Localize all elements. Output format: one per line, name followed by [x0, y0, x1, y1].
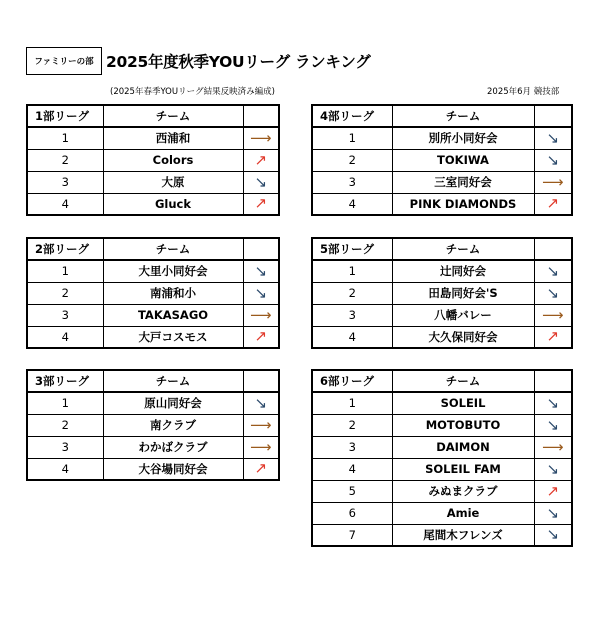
trend-cell	[243, 326, 279, 348]
trend-cell	[243, 149, 279, 171]
team-name-cell: 大谷場同好会	[103, 458, 243, 480]
arrow-down-right-icon: ↘	[546, 459, 560, 478]
rank-cell: 2	[27, 414, 103, 436]
trend-cell	[534, 282, 572, 304]
team-column-header: チーム	[103, 370, 243, 392]
league-label: 5部リーグ	[312, 238, 392, 260]
table-row	[27, 149, 279, 171]
team-name-cell: Gluck	[103, 193, 243, 215]
team-name-cell: 田島同好会'S	[392, 282, 534, 304]
table-header-row	[312, 238, 572, 260]
team-name-cell: 大里小同好会	[103, 260, 243, 282]
rank-cell: 1	[27, 392, 103, 414]
arrow-right-icon: ⟶	[541, 305, 564, 324]
trend-column-header	[534, 238, 572, 260]
table-row	[312, 414, 572, 436]
trend-cell	[243, 436, 279, 458]
team-name-cell: MOTOBUTO	[392, 414, 534, 436]
team-name-cell: わかばクラブ	[103, 436, 243, 458]
table-row	[27, 260, 279, 282]
arrow-down-right-icon: ↘	[546, 393, 560, 412]
table-row	[27, 282, 279, 304]
league-table-5	[311, 237, 573, 349]
rank-cell: 3	[312, 304, 392, 326]
table-row	[27, 171, 279, 193]
table-header-row	[27, 105, 279, 127]
arrow-up-right-icon: ↗	[546, 327, 560, 346]
arrow-down-right-icon: ↘	[546, 261, 560, 280]
rank-cell: 4	[27, 458, 103, 480]
trend-cell	[534, 502, 572, 524]
league-table-2	[26, 237, 280, 349]
rank-cell: 2	[312, 149, 392, 171]
table-row	[312, 304, 572, 326]
team-name-cell: TOKIWA	[392, 149, 534, 171]
team-column-header: チーム	[392, 238, 534, 260]
team-column-header: チーム	[103, 105, 243, 127]
team-column-header: チーム	[103, 238, 243, 260]
team-name-cell: 西浦和	[103, 127, 243, 149]
arrow-down-right-icon: ↘	[254, 261, 268, 280]
table-header-row	[312, 370, 572, 392]
rank-cell: 3	[312, 436, 392, 458]
arrow-down-right-icon: ↘	[254, 172, 268, 191]
trend-cell	[534, 149, 572, 171]
team-name-cell: 大原	[103, 171, 243, 193]
league-table-4	[311, 104, 573, 216]
table-row	[312, 502, 572, 524]
arrow-up-right-icon: ↗	[254, 150, 268, 169]
trend-column-header	[243, 105, 279, 127]
arrow-right-icon: ⟶	[541, 172, 564, 191]
rank-cell: 3	[27, 436, 103, 458]
arrow-up-right-icon: ↗	[254, 194, 268, 213]
table-row	[312, 282, 572, 304]
rank-cell: 4	[27, 193, 103, 215]
rank-cell: 7	[312, 524, 392, 546]
team-name-cell: 大戸コスモス	[103, 326, 243, 348]
trend-cell	[534, 127, 572, 149]
league-label: 2部リーグ	[27, 238, 103, 260]
arrow-down-right-icon: ↘	[254, 393, 268, 412]
arrow-down-right-icon: ↘	[546, 525, 560, 544]
league-table-1	[26, 104, 280, 216]
trend-cell	[243, 458, 279, 480]
team-column-header: チーム	[392, 105, 534, 127]
page-subtitle: (2025年春季YOUリーグ結果反映済み編成)	[110, 87, 275, 97]
arrow-down-right-icon: ↘	[546, 150, 560, 169]
league-label: 4部リーグ	[312, 105, 392, 127]
arrow-right-icon: ⟶	[541, 437, 564, 456]
arrow-down-right-icon: ↘	[546, 128, 560, 147]
rank-cell: 3	[27, 171, 103, 193]
rank-cell: 3	[27, 304, 103, 326]
arrow-right-icon: ⟶	[249, 415, 272, 434]
trend-cell	[534, 480, 572, 502]
rank-cell: 4	[312, 193, 392, 215]
league-label: 1部リーグ	[27, 105, 103, 127]
table-row	[27, 436, 279, 458]
trend-cell	[534, 436, 572, 458]
rank-cell: 2	[27, 149, 103, 171]
table-row	[312, 326, 572, 348]
trend-cell	[243, 127, 279, 149]
table-row	[312, 171, 572, 193]
team-name-cell: 八幡バレー	[392, 304, 534, 326]
arrow-down-right-icon: ↘	[546, 503, 560, 522]
league-table-3	[26, 369, 280, 481]
rank-cell: 5	[312, 480, 392, 502]
rank-cell: 1	[312, 260, 392, 282]
table-row	[312, 127, 572, 149]
trend-cell	[534, 326, 572, 348]
trend-column-header	[534, 105, 572, 127]
trend-cell	[243, 414, 279, 436]
team-name-cell: SOLEIL FAM	[392, 458, 534, 480]
rank-cell: 4	[312, 326, 392, 348]
table-row	[312, 392, 572, 414]
page-title: 2025年度秋季YOUリーグ ランキング	[106, 53, 371, 71]
arrow-down-right-icon: ↘	[254, 283, 268, 302]
team-name-cell: 尾間木フレンズ	[392, 524, 534, 546]
rank-cell: 2	[27, 282, 103, 304]
table-row	[312, 149, 572, 171]
table-row	[312, 436, 572, 458]
team-name-cell: 南クラブ	[103, 414, 243, 436]
arrow-up-right-icon: ↗	[254, 327, 268, 346]
arrow-down-right-icon: ↘	[546, 283, 560, 302]
arrow-up-right-icon: ↗	[254, 459, 268, 478]
team-name-cell: 原山同好会	[103, 392, 243, 414]
table-header-row	[27, 238, 279, 260]
table-row	[27, 414, 279, 436]
trend-cell	[534, 392, 572, 414]
team-name-cell: 三室同好会	[392, 171, 534, 193]
table-row	[312, 458, 572, 480]
rank-cell: 1	[312, 127, 392, 149]
trend-cell	[243, 193, 279, 215]
table-row	[27, 392, 279, 414]
team-name-cell: 南浦和小	[103, 282, 243, 304]
trend-column-header	[534, 370, 572, 392]
team-name-cell: SOLEIL	[392, 392, 534, 414]
arrow-up-right-icon: ↗	[546, 194, 560, 213]
team-name-cell: DAIMON	[392, 436, 534, 458]
table-header-row	[27, 370, 279, 392]
table-row	[312, 480, 572, 502]
trend-cell	[534, 458, 572, 480]
team-column-header: チーム	[392, 370, 534, 392]
trend-cell	[243, 260, 279, 282]
rank-cell: 6	[312, 502, 392, 524]
team-name-cell: PINK DIAMONDS	[392, 193, 534, 215]
team-name-cell: TAKASAGO	[103, 304, 243, 326]
trend-cell	[243, 392, 279, 414]
team-name-cell: 別所小同好会	[392, 127, 534, 149]
trend-cell	[243, 304, 279, 326]
trend-cell	[534, 260, 572, 282]
rank-cell: 1	[27, 127, 103, 149]
table-header-row	[312, 105, 572, 127]
team-name-cell: Amie	[392, 502, 534, 524]
table-row	[312, 524, 572, 546]
table-row	[312, 193, 572, 215]
trend-column-header	[243, 370, 279, 392]
table-row	[27, 193, 279, 215]
table-row	[27, 326, 279, 348]
trend-cell	[243, 282, 279, 304]
rank-cell: 4	[312, 458, 392, 480]
league-table-6	[311, 369, 573, 547]
rank-cell: 2	[312, 282, 392, 304]
trend-cell	[534, 304, 572, 326]
table-row	[27, 458, 279, 480]
arrow-right-icon: ⟶	[249, 437, 272, 456]
team-name-cell: 大久保同好会	[392, 326, 534, 348]
team-name-cell: Colors	[103, 149, 243, 171]
team-name-cell: 辻同好会	[392, 260, 534, 282]
league-label: 3部リーグ	[27, 370, 103, 392]
trend-cell	[534, 193, 572, 215]
team-name-cell: みぬまクラブ	[392, 480, 534, 502]
trend-cell	[243, 171, 279, 193]
trend-cell	[534, 524, 572, 546]
rank-cell: 2	[312, 414, 392, 436]
trend-cell	[534, 171, 572, 193]
arrow-right-icon: ⟶	[249, 128, 272, 147]
table-row	[312, 260, 572, 282]
arrow-right-icon: ⟶	[249, 305, 272, 324]
category-badge: ファミリーの部	[26, 47, 102, 75]
trend-column-header	[243, 238, 279, 260]
rank-cell: 1	[312, 392, 392, 414]
trend-cell	[534, 414, 572, 436]
league-label: 6部リーグ	[312, 370, 392, 392]
rank-cell: 4	[27, 326, 103, 348]
rank-cell: 3	[312, 171, 392, 193]
arrow-up-right-icon: ↗	[546, 481, 560, 500]
arrow-down-right-icon: ↘	[546, 415, 560, 434]
table-row	[27, 127, 279, 149]
table-row	[27, 304, 279, 326]
issuer-label: 2025年6月 競技部	[487, 87, 560, 97]
rank-cell: 1	[27, 260, 103, 282]
